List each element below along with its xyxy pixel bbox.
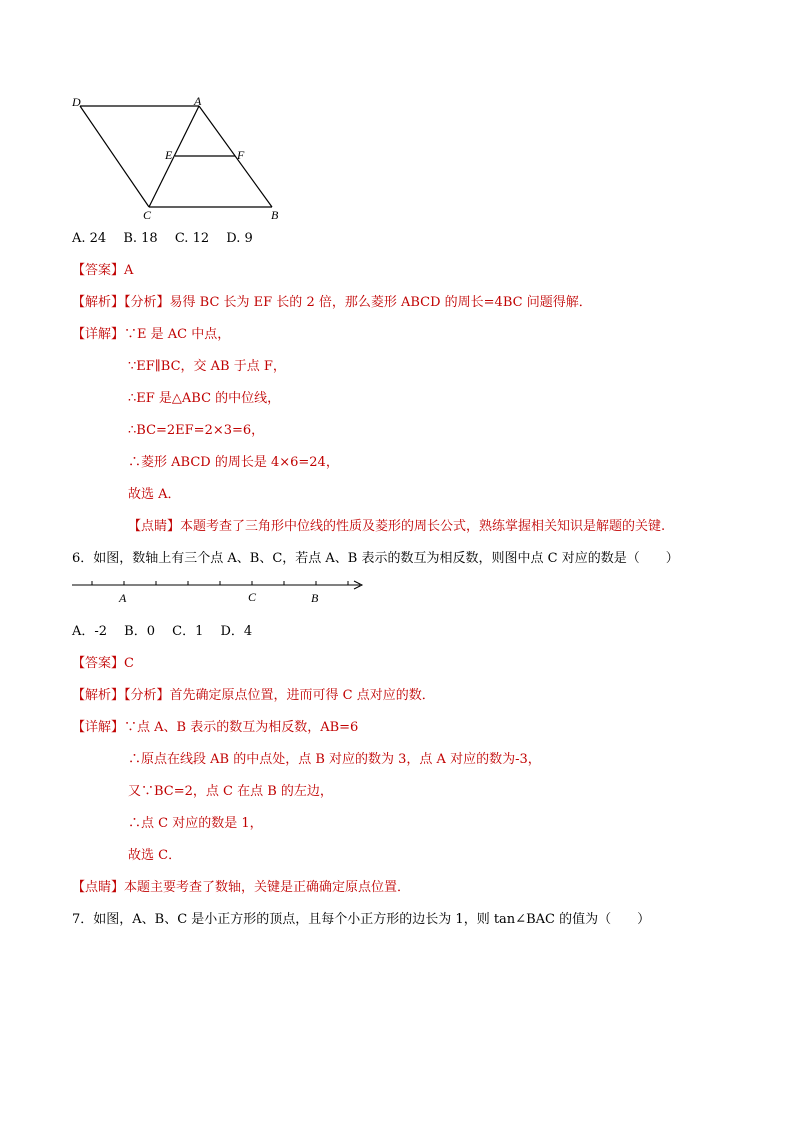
q6-detail-line: ∴原点在线段 AB 的中点处，点 B 对应的数为 3，点 A 对应的数为-3，	[128, 752, 541, 767]
detail-tag: 【详解】	[72, 720, 125, 735]
label-C: C	[143, 208, 152, 222]
analysis-tag: 【解析】	[72, 688, 125, 703]
q6-detail-line: 故选 C．	[128, 848, 182, 863]
comment-tag: 【点睛】	[72, 880, 125, 895]
q6-comment	[72, 880, 410, 896]
q6-answer	[72, 656, 134, 672]
label-A: A	[194, 94, 202, 108]
label-F: F	[237, 148, 245, 162]
rhombus-figure	[68, 92, 293, 224]
q5-analysis	[72, 295, 592, 311]
q5-comment	[128, 519, 665, 535]
q6-detail-line: ∴点 C 对应的数是 1，	[128, 816, 263, 831]
q5-detail-line: ∴BC=2EF=2×3=6，	[128, 423, 265, 438]
q5-detail-line: ∵EF∥BC，交 AB 于点 F，	[128, 359, 286, 374]
label-B: B	[271, 208, 279, 222]
q5-options: A. 24 B. 18 C. 12 D. 9	[72, 231, 253, 246]
analysis-text: 易得 BC 长为 EF 长的 2 倍，那么菱形 ABCD 的周长=4BC 问题得解．	[169, 295, 592, 310]
analysis-tag: 【解析】	[72, 295, 125, 310]
analysis-sub-tag: 【分析】	[124, 688, 170, 703]
axis-label-C: C	[248, 590, 257, 604]
comment-tag: 【点睛】	[128, 519, 181, 534]
q5-answer	[72, 263, 133, 279]
label-D: D	[72, 95, 81, 109]
q6-question: 6．如图，数轴上有三个点 A、B、C，若点 A、B 表示的数互为相反数，则图中点 C 对应的数是（ ）	[72, 551, 679, 566]
label-E: E	[165, 148, 173, 162]
comment-text: 本题主要考查了数轴，关键是正确确定原点位置．	[124, 880, 411, 895]
q5-detail-first	[72, 327, 230, 343]
detail-tag: 【详解】	[72, 327, 125, 342]
answer-value: C	[124, 656, 134, 671]
answer-tag: 【答案】	[72, 263, 125, 278]
analysis-sub-tag: 【分析】	[124, 295, 170, 310]
q6-detail-first	[72, 720, 358, 736]
detail-line: ∵E 是 AC 中点，	[124, 327, 231, 342]
q5-detail-line: ∴EF 是△ABC 的中位线，	[128, 391, 281, 406]
number-line-figure	[68, 576, 368, 610]
axis-label-A: A	[119, 591, 127, 605]
q6-options: A．-2 B．0 C．1 D．4	[72, 624, 253, 639]
answer-tag: 【答案】	[72, 656, 125, 671]
q5-detail-line: 故选 A．	[128, 487, 181, 502]
axis-label-B: B	[311, 591, 319, 605]
comment-text: 本题考查了三角形中位线的性质及菱形的周长公式，熟练掌握相关知识是解题的关键.	[180, 519, 666, 534]
analysis-text: 首先确定原点位置，进而可得 C 点对应的数．	[169, 688, 435, 703]
q5-detail-line: ∴菱形 ABCD 的周长是 4×6=24，	[128, 455, 339, 470]
q6-analysis	[72, 688, 435, 704]
q6-detail-line: 又∵BC=2，点 C 在点 B 的左边，	[128, 784, 333, 799]
side-DC	[80, 106, 149, 207]
q7-question: 7．如图，A、B、C 是小正方形的顶点，且每个小正方形的边长为 1，则 tan∠BAC 的值为（ ）	[72, 912, 651, 927]
answer-value: A	[124, 263, 134, 278]
detail-line: ∵点 A、B 表示的数互为相反数，AB=6	[124, 720, 359, 735]
